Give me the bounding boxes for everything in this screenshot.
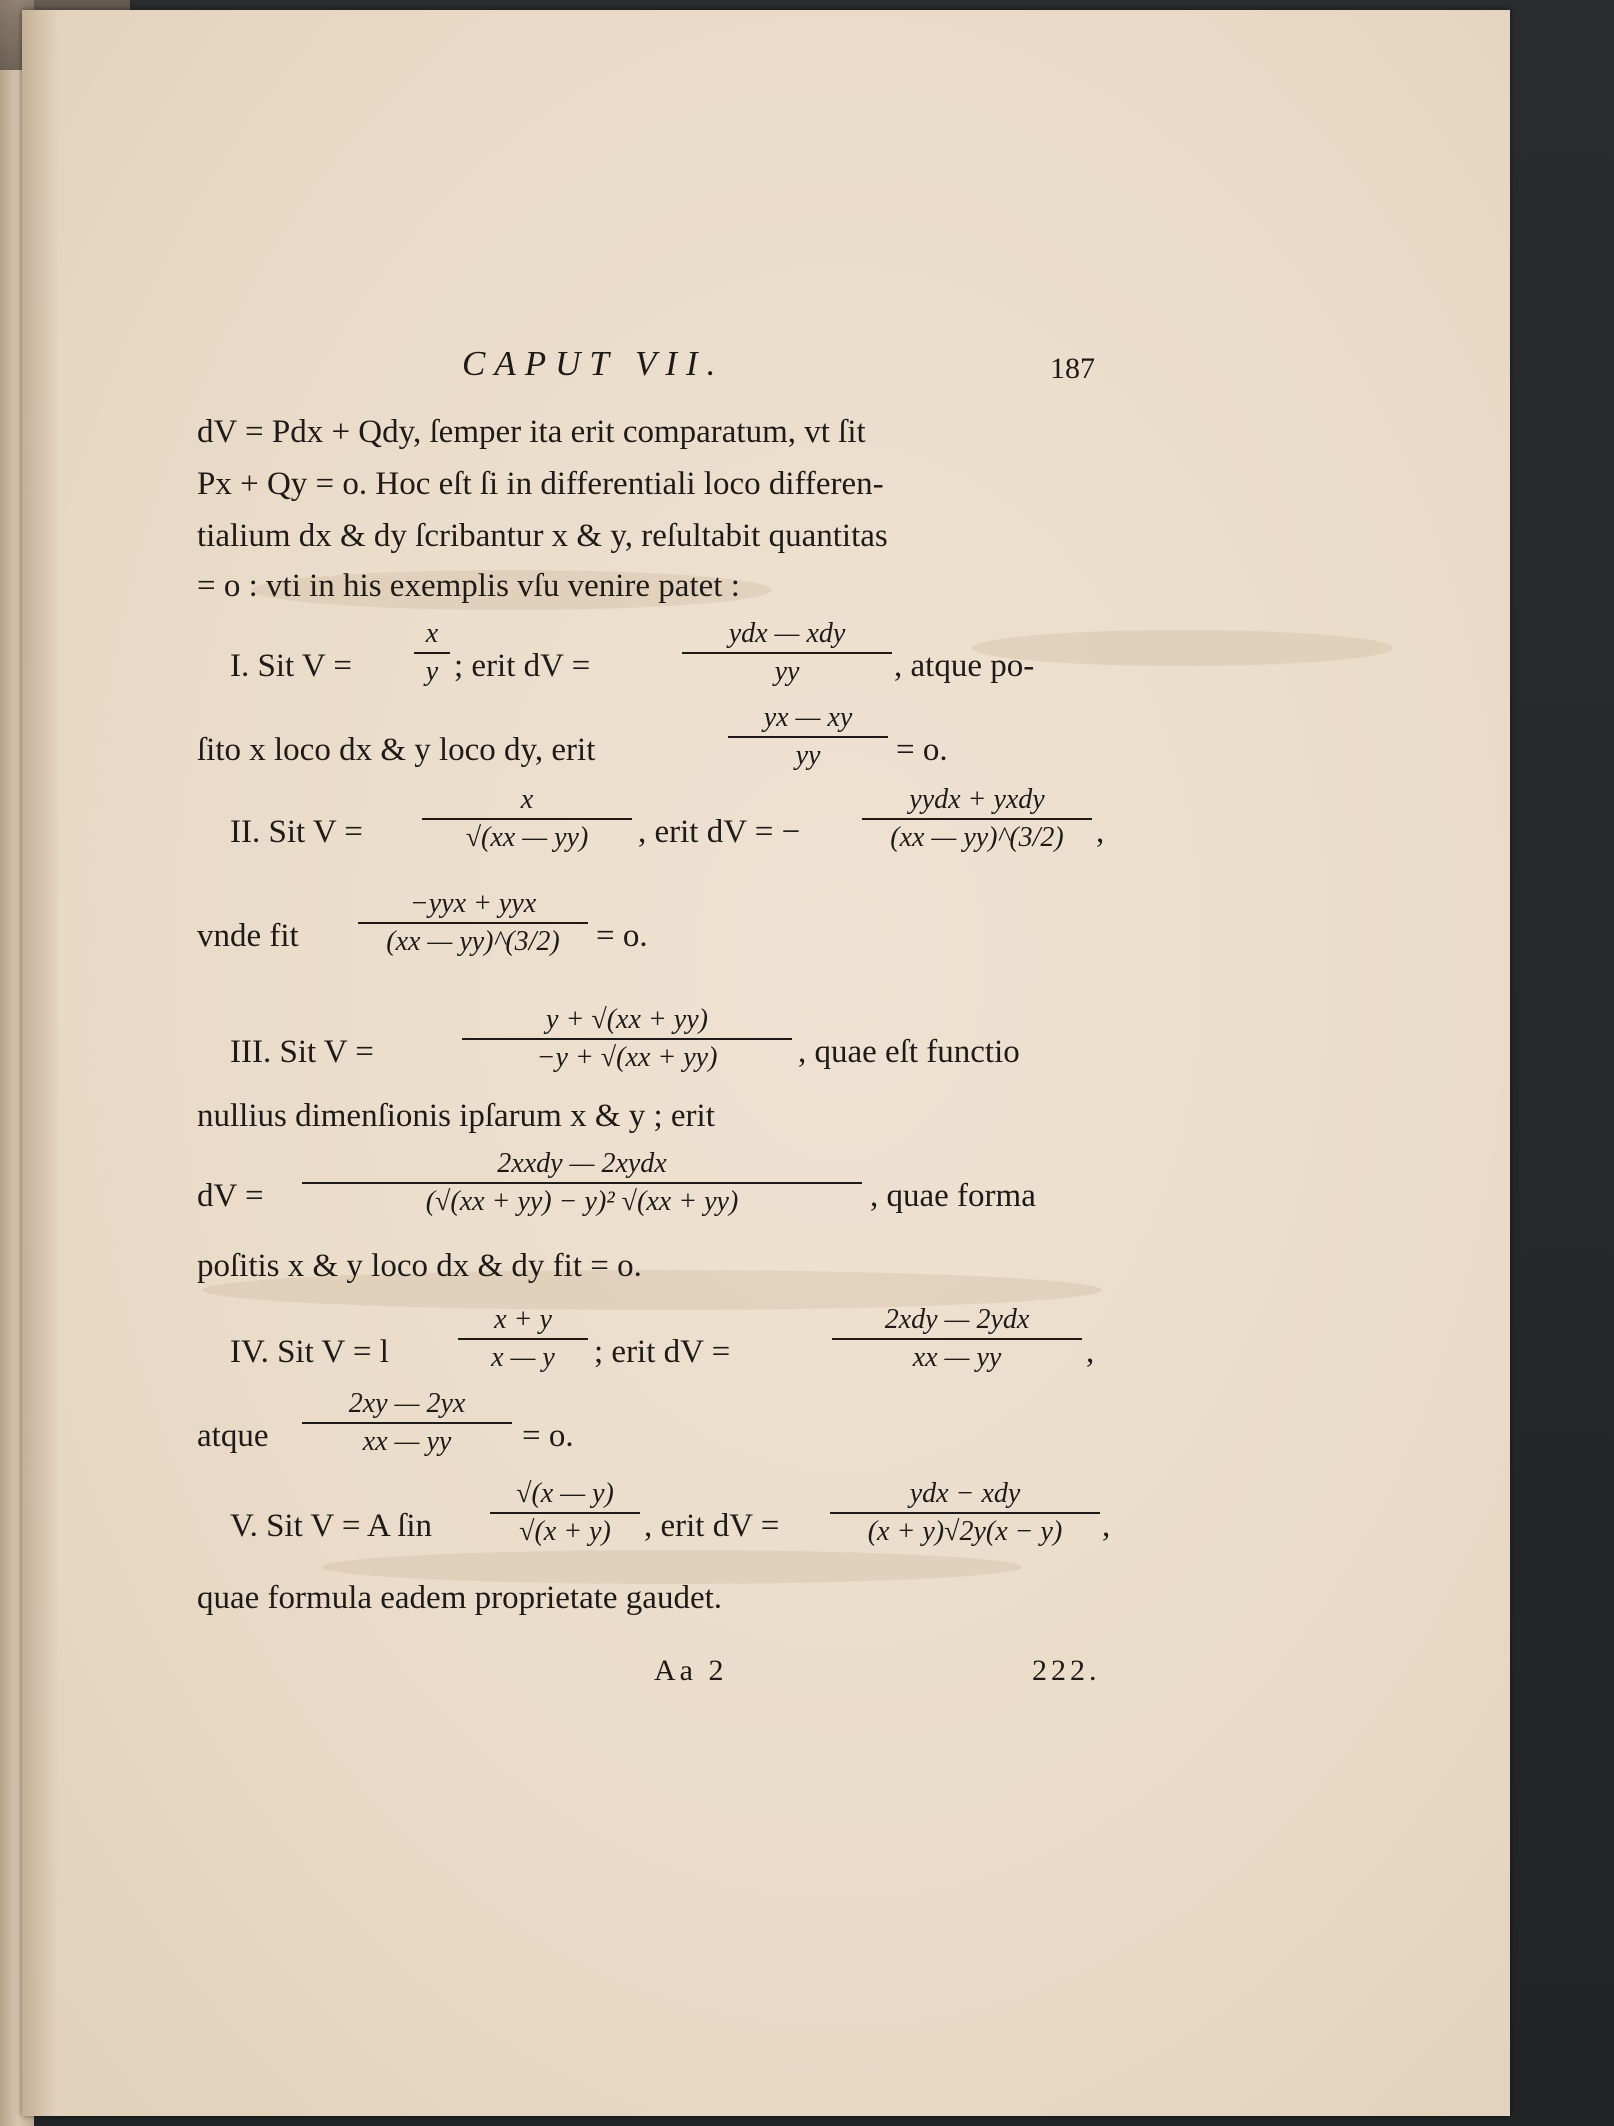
example-4-line2: atque: [197, 1418, 269, 1454]
fraction-check2: [358, 890, 588, 956]
denominator: (xx — yy)^(3/2): [386, 926, 560, 957]
numerator: x: [520, 784, 534, 815]
fraction-v5: [490, 1480, 640, 1546]
example-3-line2: nullius dimenſionis ipſarum x & y ; erit: [197, 1098, 715, 1134]
page-number: 187: [1050, 352, 1095, 385]
example-1-check-tail: = o.: [896, 732, 948, 768]
numerator: yx — xy: [763, 702, 853, 733]
numerator: 2xxdy — 2xydx: [497, 1148, 667, 1179]
fraction-dv4: [832, 1306, 1082, 1372]
example-1-line2: ſito x loco dx & y loco dy, erit: [197, 732, 596, 768]
fraction-bar: [302, 1422, 512, 1424]
numerator: ydx − xdy: [909, 1478, 1021, 1509]
example-1-mid: ; erit dV =: [454, 648, 591, 684]
fraction-bar: [462, 1038, 792, 1040]
signature-mark: Aa 2: [654, 1654, 728, 1687]
denominator: −y + √(xx + yy): [536, 1042, 718, 1073]
fraction-bar: [728, 736, 888, 738]
example-5-lead: V. Sit V = A ſin: [230, 1508, 433, 1544]
example-2-lead: II. Sit V =: [230, 814, 363, 850]
fraction-v4: [458, 1306, 588, 1372]
page-gutter: [22, 10, 58, 2116]
example-3-line4: poſitis x & y loco dx & dy fit = o.: [197, 1248, 642, 1284]
page-paper: [22, 10, 1510, 2116]
example-4-lead: IV. Sit V = l: [230, 1334, 389, 1370]
example-2-check-tail: = o.: [596, 918, 648, 954]
example-4-check-tail: = o.: [522, 1418, 574, 1454]
numerator: yydx + yxdy: [909, 784, 1045, 815]
denominator: xx — yy: [912, 1342, 1002, 1373]
numerator: x + y: [494, 1304, 552, 1335]
fraction-bar: [414, 652, 450, 654]
fraction-bar: [830, 1512, 1100, 1514]
fraction-bar: [302, 1182, 862, 1184]
fraction-bar: [458, 1338, 588, 1340]
denominator: x — y: [491, 1342, 555, 1373]
fraction-check1: [728, 704, 888, 770]
fraction-bar: [832, 1338, 1082, 1340]
example-2-mid: , erit dV = −: [638, 814, 801, 850]
denominator: √(x + y): [519, 1516, 611, 1547]
fraction-bar: [682, 652, 892, 654]
denominator: (x + y)√2y(x − y): [867, 1516, 1063, 1547]
fraction-v2: [422, 786, 632, 852]
example-3-lead: III. Sit V =: [230, 1034, 374, 1070]
denominator: yy: [774, 656, 800, 687]
denominator: yy: [795, 740, 821, 771]
numerator: x: [425, 618, 439, 649]
numerator: √(x — y): [516, 1478, 614, 1509]
example-3-dv-tail: , quae forma: [870, 1178, 1036, 1214]
running-title: CAPUT VII.: [462, 344, 725, 383]
denominator: xx — yy: [362, 1426, 452, 1457]
text-line: tialium dx & dy ſcribantur x & y, reſultabit quantitas: [197, 518, 888, 554]
example-1-tail: , atque po-: [894, 648, 1035, 684]
numerator: −yyx + yyx: [409, 888, 537, 919]
example-3-tail: , quae eſt functio: [798, 1034, 1020, 1070]
numerator: 2xdy — 2ydx: [884, 1304, 1030, 1335]
numerator: ydx — xdy: [728, 618, 846, 649]
denominator: (xx — yy)^(3/2): [890, 822, 1064, 853]
fraction-dv1: [682, 620, 892, 686]
denominator: y: [425, 656, 439, 687]
denominator: (√(xx + yy) − y)² √(xx + yy): [425, 1186, 739, 1217]
fraction-dv5: [830, 1480, 1100, 1546]
catchword: 222.: [1032, 1654, 1101, 1687]
text-line: Px + Qy = o. Hoc eſt ſi in differentiali loco differen-: [197, 466, 884, 502]
numerator: y + √(xx + yy): [546, 1004, 708, 1035]
fraction-dv3: [302, 1150, 862, 1216]
text-line: dV = Pdx + Qdy, ſemper ita erit comparatum, vt ſit: [197, 414, 866, 450]
example-2-line2: vnde fit: [197, 918, 299, 954]
example-4-tail: ,: [1086, 1334, 1095, 1370]
example-3-dv-lead: dV =: [197, 1178, 264, 1214]
show-through-mark: [972, 630, 1392, 666]
example-5-tail: ,: [1102, 1508, 1111, 1544]
example-2-tail: ,: [1096, 814, 1105, 850]
numerator: 2xy — 2yx: [348, 1388, 466, 1419]
example-5-line2: quae formula eadem proprietate gaudet.: [197, 1580, 723, 1616]
text-line: = o : vti in his exemplis vſu venire patet :: [197, 568, 740, 604]
fraction-bar: [862, 818, 1092, 820]
fraction-bar: [358, 922, 588, 924]
show-through-mark: [322, 1550, 1022, 1584]
fraction-check4: [302, 1390, 512, 1456]
fraction-dv2: [862, 786, 1092, 852]
fraction-bar: [490, 1512, 640, 1514]
example-4-mid: ; erit dV =: [594, 1334, 731, 1370]
fraction-v3: [462, 1006, 792, 1072]
fraction-v1: [414, 620, 450, 686]
example-1-lead: I. Sit V =: [230, 648, 352, 684]
fraction-bar: [422, 818, 632, 820]
denominator: √(xx — yy): [465, 822, 589, 853]
example-5-mid: , erit dV =: [644, 1508, 780, 1544]
